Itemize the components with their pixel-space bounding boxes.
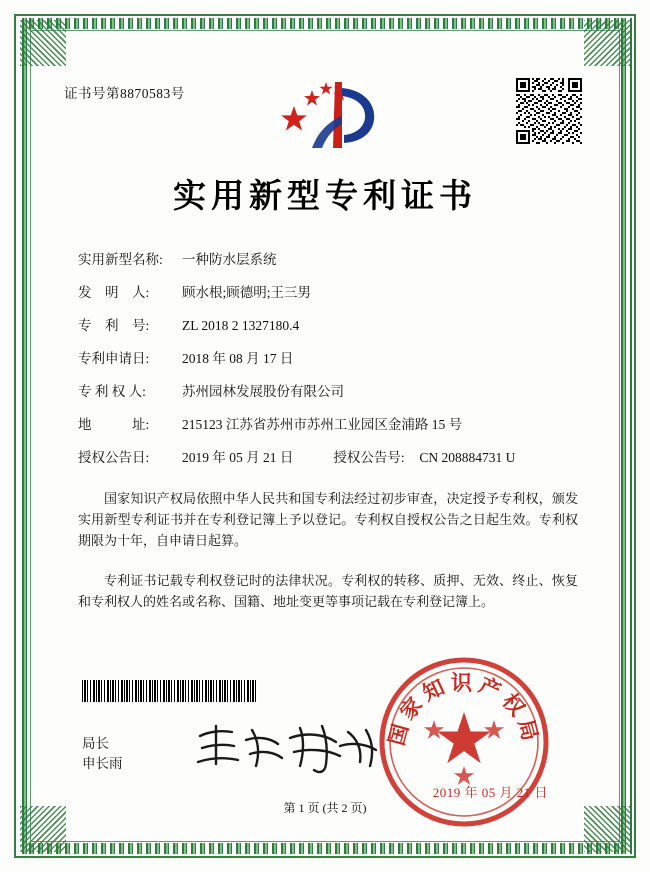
field-value: 苏州园林发展股份有限公司 [182,384,344,399]
handwritten-signature [190,718,390,780]
field-list [78,248,588,479]
field-label: 地 址: [78,417,150,432]
field-label: 专 利 权 人: [78,384,146,399]
certificate-content [40,40,610,832]
field-row-inventors [78,281,588,314]
certificate-number: 证书号第8870583号 [64,86,185,101]
director-name: 申长雨 [82,756,123,771]
field-row-address [78,413,588,446]
seal-date: 2019 年 05 月 21 日 [432,785,548,800]
signature-block [82,734,123,774]
paragraph-grant-statement [78,488,578,551]
field-value: 2019 年 05 月 21 日 [182,450,294,465]
paragraph-legal-status [78,570,578,612]
page-title: 实用新型专利证书 [173,179,477,215]
paragraph-text: 国家知识产权局依照中华人民共和国专利法经过初步审查，决定授予专利权，颁发实用新型专利证书并在专利登记簿上予以登记。专利权自授权公告之日起生效。专利权期限为十年，自申请日起算。 [78,491,578,548]
field-label: 实用新型名称: [78,252,163,267]
barcode [82,680,258,702]
director-title: 局长 [82,736,109,751]
field-value: 2018 年 08 月 17 日 [182,351,294,366]
field-value: ZL 2018 2 1327180.4 [182,318,300,333]
field-value: 一种防水层系统 [182,252,277,267]
field-label: 专利申请日: [78,351,150,366]
field-label: 授权公告日: [78,450,150,465]
page-footer: 第 1 页 (共 2 页) [283,801,367,815]
field-label: 发 明 人: [78,285,150,300]
field-row-patentee [78,380,588,413]
qr-code [516,78,582,144]
field-row-grant-announcement [78,446,588,479]
paragraph-text: 专利证书记载专利权登记时的法律状况。专利权的转移、质押、无效、终止、恢复和专利权人的姓名或名称、国籍、地址变更等事项记载在专利登记簿上。 [78,573,578,609]
field-row-patent-number [78,314,588,347]
field-value-secondary: CN 208884731 U [419,450,516,465]
field-value: 顾水根;顾德明;王三男 [182,285,312,300]
cnipa-logo-icon [272,70,388,158]
field-row-application-date [78,347,588,380]
seal-top-text: 国家知识产权局 [384,671,544,749]
field-row-invention-name [78,248,588,281]
field-value: 215123 江苏省苏州市苏州工业园区金浦路 15 号 [182,417,463,432]
field-label: 专 利 号: [78,318,150,333]
field-label-secondary: 授权公告号: [333,450,405,465]
